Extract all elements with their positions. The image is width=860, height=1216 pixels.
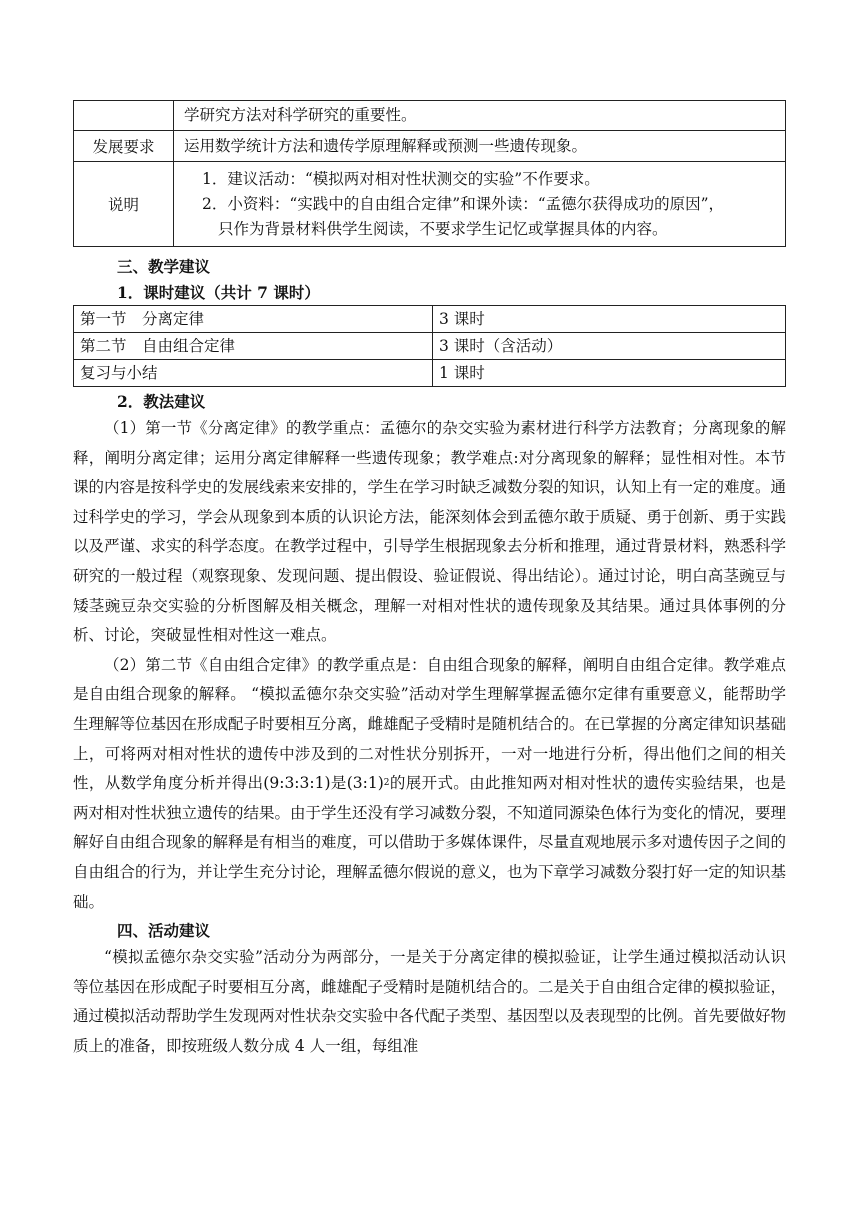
table-row — [74, 306, 786, 333]
note-item: 只作为背景材料供学生阅读，不要求学生记忆或掌握具体的内容。 — [218, 219, 668, 238]
lesson-hours: 3 课时 — [433, 306, 786, 333]
paragraph: “模拟孟德尔杂交实验”活动分为两部分，一是关于分离定律的模拟验证，让学生通过模拟活动认识等位基因在形成配子时要相互分离，雌雄配子受精时是随机结合的。二是关于自由组合定律的模拟验证，通过模拟活动帮助学生发现两对性状杂交实验中各代配子类型、基因型以及表现型的比例。首先要做好物质上的准备，即按班级人数分成 4 人一组，每组准 — [73, 948, 787, 1055]
requirements-table — [73, 100, 786, 247]
section-heading: 四、活动建议 — [117, 921, 211, 941]
table-row — [74, 101, 786, 131]
table-row — [74, 162, 786, 247]
table-row — [74, 131, 786, 162]
table-cell-text: 运用数学统计方法和遗传学原理解释或预测一些遗传现象。 — [174, 131, 786, 162]
notes-cell — [174, 162, 786, 247]
document-page — [73, 100, 786, 1061]
table-row — [74, 360, 786, 387]
lesson-hours: 1 课时 — [433, 360, 786, 387]
paragraph-text: 的展开式。由此推知两对相对性状的遗传实验结果，也是两对相对性状独立遗传的结果。由于学生还没有学习减数分裂，不知道同源染色体行为变化的情况，要理解好自由组合现象的解释是有相当的难度，可以借助于多媒体课件，尽量直观地展示多对遗传因子之间的自由组合的行为，并让学生充分讨论，理解孟德尔假说的意义，也为下章学习减数分裂打好一定的知识基础。 — [73, 774, 787, 911]
lesson-name: 第一节 分离定律 — [74, 306, 433, 333]
row-label-notes: 说明 — [74, 162, 174, 247]
table-row — [74, 333, 786, 360]
paragraph-text: （2）第二节《自由组合定律》的教学重点是：自由组合现象的解释，阐明自由组合定律。教学难点是自由组合现象的解释。 “模拟孟德尔杂交实验”活动对学生理解掌握孟德尔定律有重要意义，能帮助学生理解等位基因在形成配子时要相互分离，雌雄配子受精时是随机结合的。在已掌握的分离定律知识基础上，可将两对相对性状的遗传中涉及到的二对性状分别拆开，一对一地进行分析，得出他们之间的相关性，从数学角度分析并得出(9:3:3:1)是(3:1) — [73, 655, 787, 793]
paragraph — [73, 651, 786, 917]
note-item: 2．小资料：“实践中的自由组合定律”和课外读：“孟德尔获得成功的原因”， — [202, 194, 725, 213]
subsection-heading: 2．教法建议 — [117, 392, 206, 411]
lesson-hours: 3 课时（含活动） — [433, 333, 786, 360]
lesson-name: 复习与小结 — [74, 360, 433, 387]
row-label-development: 发展要求 — [74, 131, 174, 162]
section-heading: 三、教学建议 — [117, 257, 211, 276]
superscript: 2 — [383, 778, 390, 789]
table-cell-empty — [74, 101, 174, 131]
lesson-name: 第二节 自由组合定律 — [74, 333, 433, 360]
note-item: 1．建议活动：“模拟两对相对性状测交的实验”不作要求。 — [202, 169, 600, 188]
schedule-table — [73, 305, 786, 387]
paragraph: （1）第一节《分离定律》的教学重点：孟德尔的杂交实验为素材进行科学方法教育；分离现象的解释，阐明分离定律；运用分离定律解释一些遗传现象；教学难点:对分离现象的解释；显性相对性。本节课的内容是按科学史的发展线索来安排的，学生在学习时缺乏减数分裂的知识，认知上有一定的难度。通过科学史的学习，学会从现象到本质的认识论方法，能深刻体会到孟德尔敢于质疑、勇于创新、勇于实践以及严谨、求实的科学态度。在教学过程中，引导学生根据现象去分析和推理，通过背景材料，熟悉科学研究的一般过程（观察现象、发现问题、提出假设、验证假说、得出结论）。通过讨论，明白高茎豌豆与矮茎豌豆杂交实验的分析图解及相关概念，理解一对相对性状的遗传现象及其结果。通过具体事例的分析、讨论，突破显性相对性这一难点。 — [73, 419, 787, 645]
table-cell-text: 学研究方法对科学研究的重要性。 — [174, 101, 786, 131]
subsection-heading: 1．课时建议（共计 7 课时） — [117, 283, 320, 302]
